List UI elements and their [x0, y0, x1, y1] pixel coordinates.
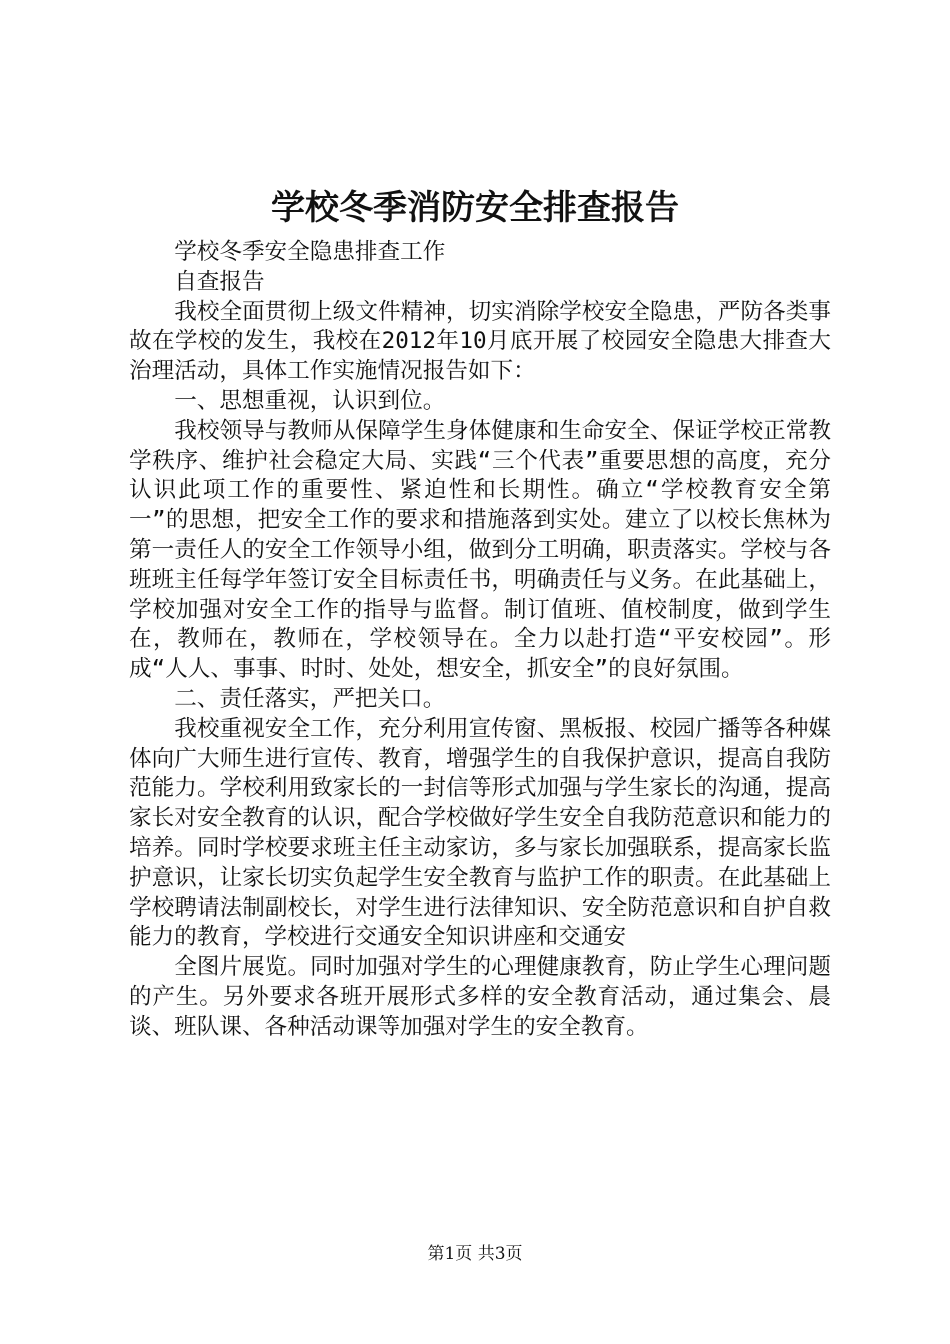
section-heading-2: 二、责任落实，严把关口。 — [174, 685, 446, 712]
paragraph-section-2-cont: 全图片展览。同时加强对学生的心理健康教育，防止学生心理问题的产生。另外要求各班开展形式多样的安全教育活动，通过集会、晨谈、班队课、各种活动课等加强对学生的安全教育。 — [129, 954, 831, 1040]
document-title: 学校冬季消防安全排查报告 — [271, 188, 679, 228]
section-heading-1: 一、思想重视，认识到位。 — [174, 387, 446, 414]
subtitle-line-1: 学校冬季安全隐患排查工作 — [174, 239, 446, 265]
paragraph-section-1: 我校领导与教师从保障学生身体健康和生命安全、保证学校正常教学秩序、维护社会稳定大局、实践“三个代表”重要思想的高度，充分认识此项工作的重要性、紧迫性和长期性。确立“学校教育安全第一”的思想，把安全工作的要求和措施落到实处。建立了以校长焦林为第一责任人的安全工作领导小组，做到分工明确，职责落实。学校与各班班主任每学年签订安全目标责任书，明确责任与义务。在此基础上，学校加强对安全工作的指导与监督。制订值班、值校制度，做到学生在，教师在，教师在，学校领导在。全力以赴打造“平安校园”。形成“人人、事事、时时、处处，想安全，抓安全”的良好氛围。 — [129, 417, 831, 683]
paragraph-section-2: 我校重视安全工作，充分利用宣传窗、黑板报、校园广播等各种媒体向广大师生进行宣传、教育，增强学生的自我保护意识，提高自我防范能力。学校利用致家长的一封信等形式加强与学生家长的沟通，提高家长对安全教育的认识，配合学校做好学生安全自我防范意识和能力的培养。同时学校要求班主任主动家访，多与家长加强联系，提高家长监护意识，让家长切实负起学生安全教育与监护工作的职责。在此基础上学校聘请法制副校长，对学生进行法律知识、安全防范意识和自护自救能力的教育，学校进行交通安全知识讲座和交通安 — [129, 715, 831, 951]
page-number-footer: 第1页 共3页 — [427, 1244, 523, 1264]
document-body — [129, 238, 831, 1043]
subtitle-line-2: 自查报告 — [174, 268, 265, 295]
paragraph-intro: 我校全面贯彻上级文件精神，切实消除学校安全隐患，严防各类事故在学校的发生，我校在2012年10月底开展了校园安全隐患大排查大治理活动，具体工作实施情况报告如下： — [129, 298, 831, 385]
